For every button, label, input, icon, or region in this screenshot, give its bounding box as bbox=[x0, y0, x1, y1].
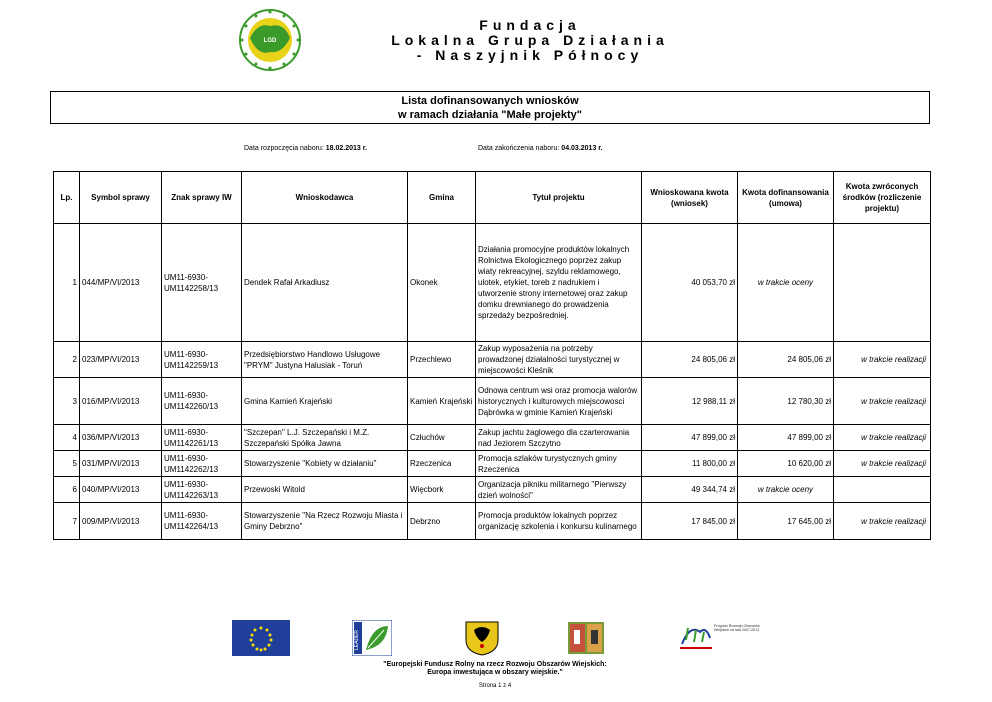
cell-dofinansowania: 10 620,00 zł bbox=[738, 451, 834, 477]
cell-lp: 3 bbox=[54, 378, 80, 425]
cell-tytul: Działania promocyjne produktów lokalnych Rolnictwa Ekologicznego poprzez zakup wiaty rekreacyjnej, szyldu reklamowego, ulotek, etykiet, toreb z nadrukiem i utworzenie strony internetowej oraz zakup domku drewnianego do prowadzenia sprzedaży bezpośredniej. bbox=[476, 224, 642, 342]
prow-label: Program Rozwoju Obszarów Wiejskich na lata 2007-2013 bbox=[714, 624, 760, 633]
cell-znak: UM11-6930-UM1142260/13 bbox=[162, 378, 242, 425]
start-date-value: 18.02.2013 r. bbox=[325, 145, 367, 152]
table-row bbox=[54, 342, 931, 378]
cell-wnioskowana: 12 988,11 zł bbox=[642, 378, 738, 425]
cell-gmina: Kamień Krajeński bbox=[408, 378, 476, 425]
header-wnioskowana: Wnioskowana kwota (wniosek) bbox=[642, 172, 738, 224]
footer-line-1: "Europejski Fundusz Rolny na rzecz Rozwoju Obszarów Wiejskich: bbox=[383, 661, 607, 668]
cell-znak: UM11-6930-UM1142263/13 bbox=[162, 477, 242, 503]
cell-znak: UM11-6930-UM1142259/13 bbox=[162, 342, 242, 378]
table-row bbox=[54, 503, 931, 540]
table-header-row bbox=[54, 172, 931, 224]
cell-dofinansowania: 24 805,06 zł bbox=[738, 342, 834, 378]
table-row bbox=[54, 224, 931, 342]
cell-wnioskodawca: Przewoski Witold bbox=[242, 477, 408, 503]
eu-flag-logo bbox=[232, 620, 290, 656]
cell-znak: UM11-6930-UM1142258/13 bbox=[162, 224, 242, 342]
header-zwroconych: Kwota zwróconych środków (rozliczenie projektu) bbox=[834, 172, 931, 224]
cell-gmina: Więcbork bbox=[408, 477, 476, 503]
cell-wnioskodawca: Stowarzyszenie "Kobiety w działaniu" bbox=[242, 451, 408, 477]
cell-gmina: Przechlewo bbox=[408, 342, 476, 378]
cell-gmina: Człuchów bbox=[408, 425, 476, 451]
svg-text:LGD: LGD bbox=[263, 38, 277, 44]
cell-wnioskodawca: Stowarzyszenie "Na Rzecz Rozwoju Miasta i Gminy Debrzno" bbox=[242, 503, 408, 540]
cell-symbol: 016/MP/VI/2013 bbox=[80, 378, 162, 425]
cell-wnioskowana: 24 805,06 zł bbox=[642, 342, 738, 378]
cell-lp: 4 bbox=[54, 425, 80, 451]
cell-symbol: 023/MP/VI/2013 bbox=[80, 342, 162, 378]
organization-name bbox=[340, 18, 720, 63]
cell-lp: 7 bbox=[54, 503, 80, 540]
header-dofinansowania: Kwota dofinansowania (umowa) bbox=[738, 172, 834, 224]
start-date bbox=[244, 145, 367, 152]
cell-lp: 2 bbox=[54, 342, 80, 378]
header-symbol: Symbol sprawy bbox=[80, 172, 162, 224]
cell-gmina: Debrzno bbox=[408, 503, 476, 540]
footer-line-2: Europa inwestująca w obszary wiejskie." bbox=[427, 669, 563, 676]
org-line-3: - Naszyjnik Północy bbox=[416, 47, 644, 63]
kujawsko-pomorskie-coat-of-arms-icon bbox=[566, 620, 606, 656]
cell-wnioskowana: 17 845,00 zł bbox=[642, 503, 738, 540]
header-znak: Znak sprawy IW bbox=[162, 172, 242, 224]
start-date-label: Data rozpoczęcia naboru: bbox=[244, 145, 324, 152]
cell-lp: 6 bbox=[54, 477, 80, 503]
header-wnioskodawca: Wnioskodawca bbox=[242, 172, 408, 224]
table-row bbox=[54, 477, 931, 503]
cell-symbol: 009/MP/VI/2013 bbox=[80, 503, 162, 540]
cell-lp: 1 bbox=[54, 224, 80, 342]
page-number: Strona 1 z 4 bbox=[478, 683, 512, 689]
leader-logo bbox=[352, 620, 392, 656]
cell-gmina: Okonek bbox=[408, 224, 476, 342]
cell-dofinansowania: 47 899,00 zł bbox=[738, 425, 834, 451]
cell-znak: UM11-6930-UM1142261/13 bbox=[162, 425, 242, 451]
title-line-1: Lista dofinansowanych wniosków bbox=[401, 95, 579, 107]
cell-znak: UM11-6930-UM1142262/13 bbox=[162, 451, 242, 477]
header-lp: Lp. bbox=[54, 172, 80, 224]
cell-wnioskodawca: Gmina Kamień Krajeński bbox=[242, 378, 408, 425]
cell-wnioskodawca: "Szczepan" L.J. Szczepański i M.Z. Szczepański Spółka Jawna bbox=[242, 425, 408, 451]
leader-label: LEADER bbox=[354, 629, 360, 650]
cell-wnioskowana: 11 800,00 zł bbox=[642, 451, 738, 477]
cell-zwroconych: w trakcie realizacji bbox=[834, 378, 931, 425]
cell-symbol: 036/MP/VI/2013 bbox=[80, 425, 162, 451]
cell-wnioskodawca: Dendek Rafał Arkadiusz bbox=[242, 224, 408, 342]
cell-symbol: 044/MP/VI/2013 bbox=[80, 224, 162, 342]
cell-lp: 5 bbox=[54, 451, 80, 477]
end-date-label: Data zakończenia naboru: bbox=[478, 145, 560, 152]
cell-wnioskowana: 49 344,74 zł bbox=[642, 477, 738, 503]
end-date-value: 04.03.2013 r. bbox=[561, 145, 603, 152]
cell-dofinansowania: 12 780,30 zł bbox=[738, 378, 834, 425]
cell-tytul: Organizacja pikniku militarnego "Pierwszy dzień wolności" bbox=[476, 477, 642, 503]
cell-wnioskowana: 47 899,00 zł bbox=[642, 425, 738, 451]
cell-zwroconych bbox=[834, 224, 931, 342]
cell-symbol: 031/MP/VI/2013 bbox=[80, 451, 162, 477]
lgd-logo bbox=[238, 8, 302, 72]
org-line-2: Lokalna Grupa Działania bbox=[391, 32, 669, 48]
org-line-1: Fundacja bbox=[479, 17, 581, 33]
cell-tytul: Odnowa centrum wsi oraz promocja walorów historycznych i kulturowych miejscowosci Dąbrówka w gminie Kamień Krajeński bbox=[476, 378, 642, 425]
cell-wnioskowana: 40 053,70 zł bbox=[642, 224, 738, 342]
cell-znak: UM11-6930-UM1142264/13 bbox=[162, 503, 242, 540]
cell-zwroconych: w trakcie realizacji bbox=[834, 425, 931, 451]
document-title bbox=[50, 91, 930, 124]
cell-gmina: Rzeczenica bbox=[408, 451, 476, 477]
table-row bbox=[54, 451, 931, 477]
cell-zwroconych: w trakcie realizacji bbox=[834, 503, 931, 540]
cell-tytul: Zakup jachtu żaglowego dla czarterowania nad Jeziorem Szczytno bbox=[476, 425, 642, 451]
cell-tytul: Zakup wyposażenia na potrzeby prowadzonej działalności turystycznej w miejscowości Kleśnik bbox=[476, 342, 642, 378]
prow-logo bbox=[676, 620, 762, 656]
table-row bbox=[54, 378, 931, 425]
cell-zwroconych: w trakcie realizacji bbox=[834, 342, 931, 378]
table-row bbox=[54, 425, 931, 451]
header-tytul: Tytuł projektu bbox=[476, 172, 642, 224]
cell-dofinansowania: w trakcie oceny bbox=[738, 224, 834, 342]
applications-table bbox=[53, 171, 931, 540]
cell-dofinansowania: 17 645,00 zł bbox=[738, 503, 834, 540]
end-date bbox=[478, 145, 603, 152]
title-line-2: w ramach działania "Małe projekty" bbox=[397, 109, 583, 121]
footer-slogan bbox=[300, 661, 690, 677]
cell-symbol: 040/MP/VI/2013 bbox=[80, 477, 162, 503]
cell-zwroconych bbox=[834, 477, 931, 503]
cell-tytul: Promocja szlaków turystycznych gminy Rzeczenica bbox=[476, 451, 642, 477]
cell-zwroconych: w trakcie realizacji bbox=[834, 451, 931, 477]
header-gmina: Gmina bbox=[408, 172, 476, 224]
cell-wnioskodawca: Przedsiębiorstwo Handlowo Usługowe "PRYM" Justyna Halusiak - Toruń bbox=[242, 342, 408, 378]
cell-dofinansowania: w trakcie oceny bbox=[738, 477, 834, 503]
pomorskie-coat-of-arms-icon bbox=[462, 620, 502, 656]
cell-tytul: Promocja produktów lokalnych poprzez organizację szkolenia i konkursu kulinarnego bbox=[476, 503, 642, 540]
